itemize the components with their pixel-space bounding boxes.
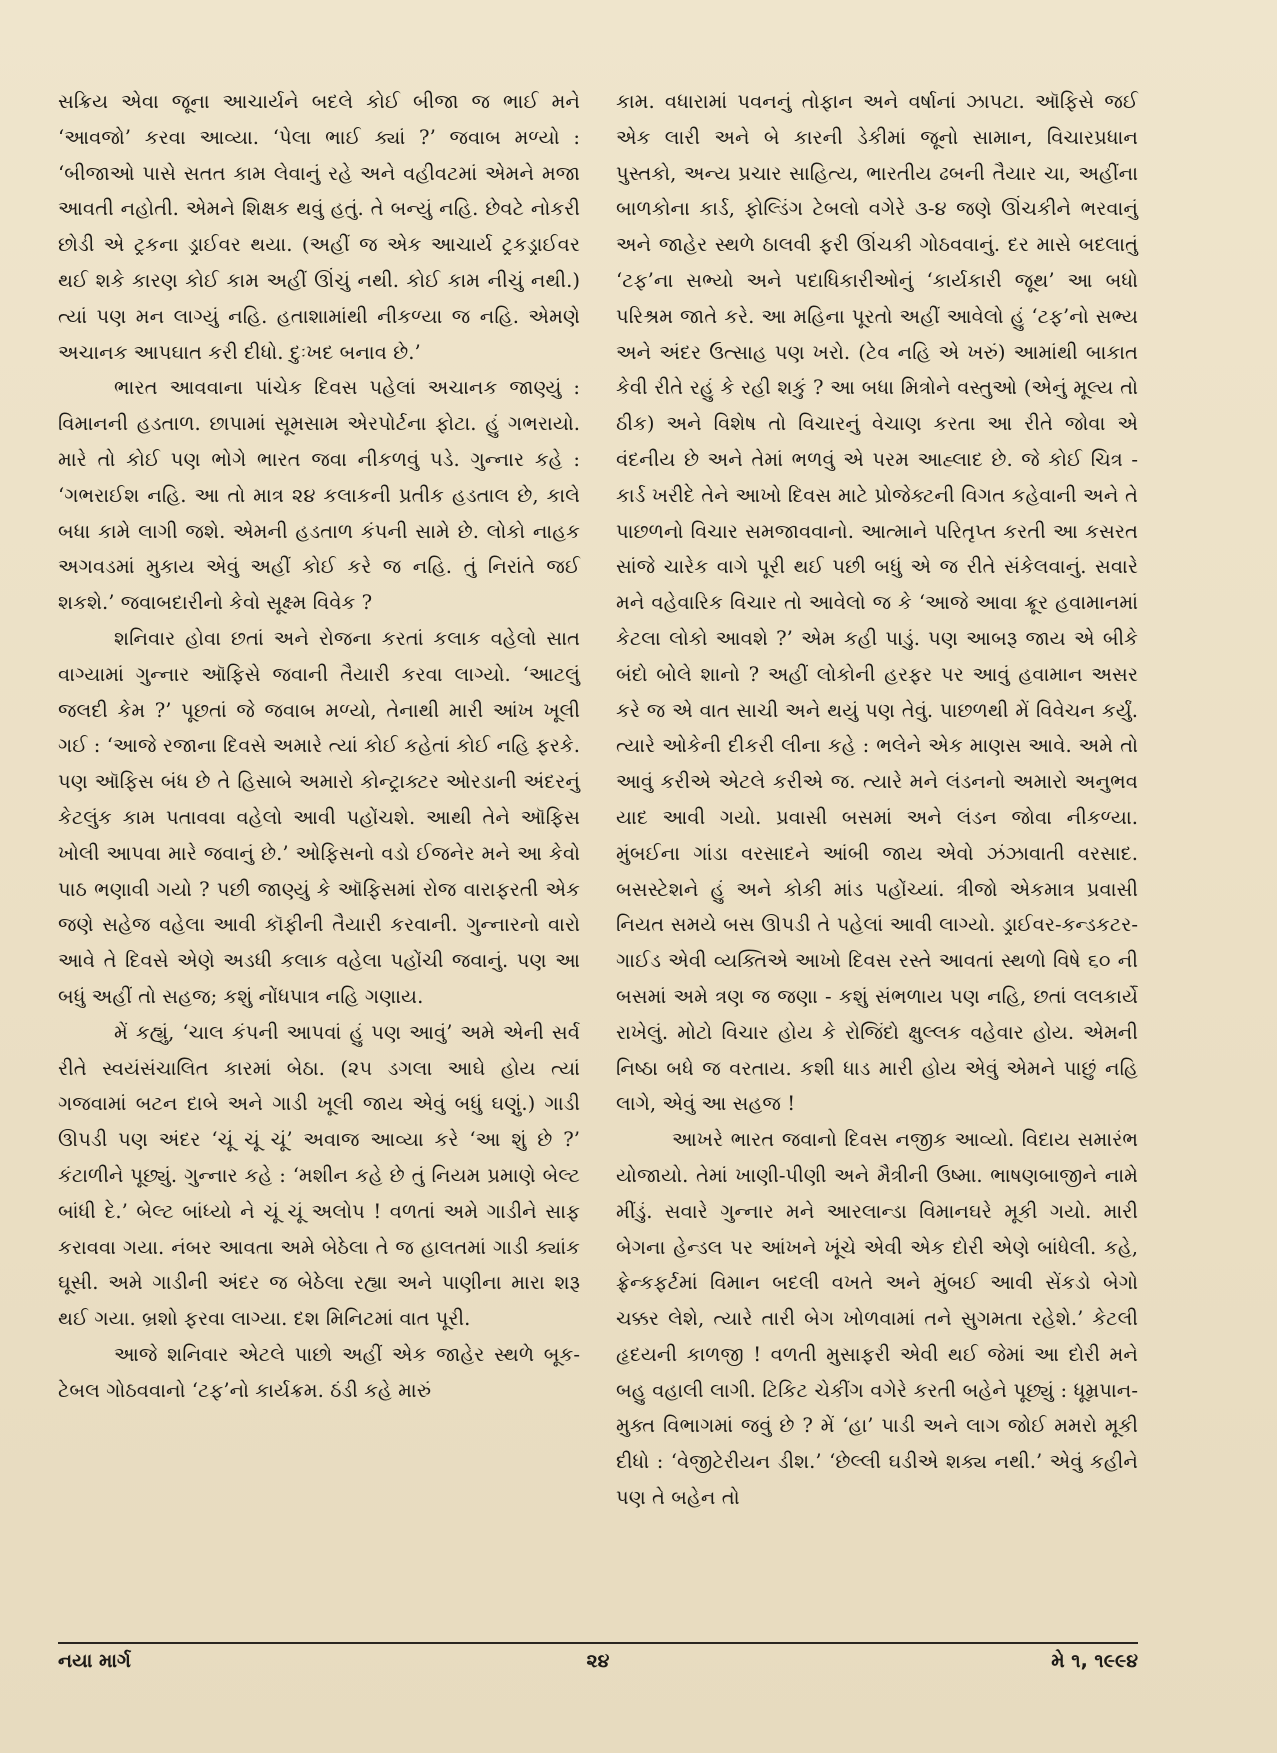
page-number: ૨૪: [586, 1650, 610, 1672]
issue-date: મે ૧, ૧૯૯૪: [1051, 1650, 1138, 1672]
paragraph: કામ. વધારામાં પવનનું તોફાન અને વર્ષાનાં ઝાપટા. ઑફિસે જઈ એક લારી અને બે કારની ડેકીમાં જૂનો સામાન, વિચારપ્રધાન પુસ્તકો, અન્ય પ્રચાર સાહિત્ય, ભારતીય ઢબની તૈયાર ચા, અહીંના બાળકોના કાર્ડ, ફોલ્ડિંગ ટેબલો વગેરે ૩-૪ જણે ઊંચકીને ભરવાનું અને જાહેર સ્થળે ઠાલવી ફરી ઊંચકી ગોઠવવાનું. દર માસે બદલાતું ‘ટફ’ના સભ્યો અને પદાધિકારીઓનું ‘કાર્યકારી જૂથ’ આ બધો પરિશ્રમ જાતે કરે. આ મહિના પૂરતો અહીં આવેલો હું ‘ટફ’નો સભ્ય અને અંદર ઉત્સાહ પણ ખરો. (ટેવ નહિ એ ખરું) આમાંથી બાકાત કેવી રીતે રહું કે રહી શકું ? આ બધા મિત્રોને વસ્તુઓ (એનું મૂલ્ય તો ઠીક) અને વિશેષ તો વિચારનું વેચાણ કરતા આ રીતે જોવા એ વંદનીય છે અને તેમાં ભળવું એ પરમ આહ્લાદ છે. જે કોઈ ચિત્ર - કાર્ડ ખરીદે તેને આખો દિવસ માટે પ્રોજેક્ટની વિગત કહેવાની અને તે પાછળનો વિચાર સમજાવવાનો. આત્માને પરિતૃપ્ત કરતી આ કસરત સાંજે ચારેક વાગે પૂરી થઈ પછી બધું એ જ રીતે સંકેલવાનું. સવારે મને વહેવારિક વિચાર તો આવેલો જ કે ‘આજે આવા ક્રૂર હવામાનમાં કેટલા લોકો આવશે ?’ એમ કહી પાડું. પણ આબરૂ જાય એ બીકે બંદો બોલે શાનો ? અહીં લોકોની હરફર પર આવું હવામાન અસર કરે જ એ વાત સાચી અને થયું પણ તેવું. પાછળથી મેં વિવેચન કર્યું. ત્યારે ઓકેની દીકરી લીના કહે : ભલેને એક માણસ આવે. અમે તો આવું કરીએ એટલે કરીએ જ. ત્યારે મને લંડનનો અમારો અનુભવ યાદ આવી ગયો. પ્રવાસી બસમાં અને લંડન જોવા નીકળ્યા. મુંબઈના ગાંડા વરસાદને આંબી જાય એવો ઝંઝાવાતી વરસાદ. બસસ્ટેશને હું અને કોકી માંડ પહોંચ્યાં. ત્રીજો એકમાત્ર પ્રવાસી નિયત સમયે બસ ઊપડી તે પહેલાં આવી લાગ્યો. ડ્રાઈવર-કન્ડકટર-ગાઈડ એવી વ્યક્તિએ આખો દિવસ રસ્તે આવતાં સ્થળો વિષે ૬૦ ની બસમાં અમે ત્રણ જ જણા - કશું સંભળાય પણ નહિ, છતાં લલકાર્યે રાખેલું. મોટો વિચાર હોય કે રોજિંદો ક્ષુલ્લક વહેવાર હોય. એમની નિષ્ઠા બધે જ વરતાય. કશી ધાડ મારી હોય એવું એમને પાછું નહિ લાગે, એવું આ સહજ !: [616, 90, 1138, 1116]
paragraph: આખરે ભારત જવાનો દિવસ નજીક આવ્યો. વિદાય સમારંભ યોજાયો. તેમાં ખાણી-પીણી અને મૈત્રીની ઉષ્મા. ભાષણબાજીને નામે મીંડું. સવારે ગુન્નાર મને આરલાન્ડા વિમાનઘરે મૂકી ગયો. મારી બેગના હેન્ડલ પર આંખને ખૂંચે એવી એક દોરી એણે બાંધેલી. કહે, ફ્રેન્કફર્ટમાં વિમાન બદલી વખતે અને મુંબઈ આવી સેંકડો બેગો ચક્કર લેશે, ત્યારે તારી બેગ ખોળવામાં તને સુગમતા રહેશે.’ કેટલી હૃદયની કાળજી ! વળતી મુસાફરી એવી થઈ જેમાં આ દોરી મને બહુ વહાલી લાગી. ટિકિટ ચેકીંગ વગેરે કરતી બહેને પૂછ્યું : ધૂમ્રપાન-મુક્ત વિભાગમાં જવું છે ? મેં ‘હા’ પાડી અને લાગ જોઈ મમરો મૂકી દીધો : ‘વેજીટેરીયન ડીશ.’ ‘છેલ્લી ઘડીએ શક્ય નથી.’ એવું કહીને પણ તે બહેન તો: [616, 1128, 1138, 1510]
footer-rule: [58, 1642, 1138, 1644]
publication-name: નયા માર્ગ: [58, 1650, 131, 1672]
paragraph: શનિવાર હોવા છતાં અને રોજના કરતાં કલાક વહેલો સાત વાગ્યામાં ગુન્નાર ઑફિસે જવાની તૈયારી કરવા લાગ્યો. ‘આટલું જલદી કેમ ?’ પૂછતાં જે જવાબ મળ્યો, તેનાથી મારી આંખ ખૂલી ગઈ : ‘આજે રજાના દિવસે અમારે ત્યાં કોઈ કહેતાં કોઈ નહિ ફરકે. પણ ઑફિસ બંધ છે તે હિસાબે અમારો કોન્ટ્રાક્ટર ઓરડાની અંદરનું કેટલુંક કામ પતાવવા વહેલો આવી પહોંચશે. આથી તેને ઑફિસ ખોલી આપવા મારે જવાનું છે.’ ઓફિસનો વડો ઈજનેર મને આ કેવો પાઠ ભણાવી ગયો ? પછી જાણ્યું કે ઑફિસમાં રોજ વારાફરતી એક જણે સહેજ વહેલા આવી કૉફીની તૈયારી કરવાની. ગુન્નારનો વારો આવે તે દિવસે એણે અડધી કલાક વહેલા પહોંચી જવાનું. પણ આ બધું અહીં તો સહજ; કશું નોંધપાત્ર નહિ ગણાય.: [58, 626, 580, 1008]
right-column: [616, 84, 1138, 1516]
paragraph: સક્રિય એવા જૂના આચાર્યને બદલે કોઈ બીજા જ ભાઈ મને ‘આવજો’ કરવા આવ્યા. ‘પેલા ભાઈ ક્યાં ?’ જવાબ મળ્યો : ‘બીજાઓ પાસે સતત કામ લેવાનું રહે અને વહીવટમાં એમને મજા આવતી નહોતી. એમને શિક્ષક થવું હતું. તે બન્યું નહિ. છેવટે નોકરી છોડી એ ટ્રકના ડ્રાઈવર થયા. (અહીં જ એક આચાર્ય ટ્રકડ્રાઈવર થઈ શકે કારણ કોઈ કામ અહીં ઊંચું નથી. કોઈ કામ નીચું નથી.) ત્યાં પણ મન લાગ્યું નહિ. હતાશામાંથી નીકળ્યા જ નહિ. એમણે અચાનક આપઘાત કરી દીધો. દુઃખદ બનાવ છે.’: [58, 90, 580, 364]
left-column: [58, 84, 580, 1408]
paragraph: મેં કહ્યું, ‘ચાલ કંપની આપવાં હું પણ આવું’ અમે એની સર્વ રીતે સ્વયંસંચાલિત કારમાં બેઠા. (૨૫ ડગલા આઘે હોય ત્યાં ગજવામાં બટન દાબે અને ગાડી ખૂલી જાય એવું બધું ઘણું.) ગાડી ઊપડી પણ અંદર ‘ચૂં ચૂં ચૂં’ અવાજ આવ્યા કરે ‘આ શું છે ?’ કંટાળીને પૂછ્યું. ગુન્નાર કહે : ‘મશીન કહે છે તું નિયમ પ્રમાણે બેલ્ટ બાંધી દે.’ બેલ્ટ બાંધ્યો ને ચૂં ચૂં અલોપ ! વળતાં અમે ગાડીને સાફ કરાવવા ગયા. નંબર આવતા અમે બેઠેલા તે જ હાલતમાં ગાડી ક્યાંક ઘૂસી. અમે ગાડીની અંદર જ બેઠેલા રહ્યા અને પાણીના મારા શરૂ થઈ ગયા. બ્રશો ફરવા લાગ્યા. દશ મિનિટમાં વાત પૂરી.: [58, 1020, 580, 1331]
page-footer: [58, 1650, 1138, 1678]
paragraph: ભારત આવવાના પાંચેક દિવસ પહેલાં અચાનક જાણ્યું : વિમાનની હડતાળ. છાપામાં સૂમસામ એરપોર્ટના ફોટા. હું ગભરાયો. મારે તો કોઈ પણ ભોગે ભારત જવા નીકળવું પડે. ગુન્નાર કહે : ‘ગભરાઈશ નહિ. આ તો માત્ર ૨૪ કલાકની પ્રતીક હડતાલ છે, કાલે બધા કામે લાગી જશે. એમની હડતાળ કંપની સામે છે. લોકો નાહક અગવડમાં મુકાય એવું અહીં કોઈ કરે જ નહિ. તું નિરાંતે જઈ શકશે.’ જવાબદારીનો કેવો સૂક્ષ્મ વિવેક ?: [58, 376, 580, 615]
paragraph: આજે શનિવાર એટલે પાછો અહીં એક જાહેર સ્થળે બૂક-ટેબલ ગોઠવવાનો ‘ટફ’નો કાર્યક્રમ. ઠંડી કહે મારું: [58, 1342, 580, 1402]
